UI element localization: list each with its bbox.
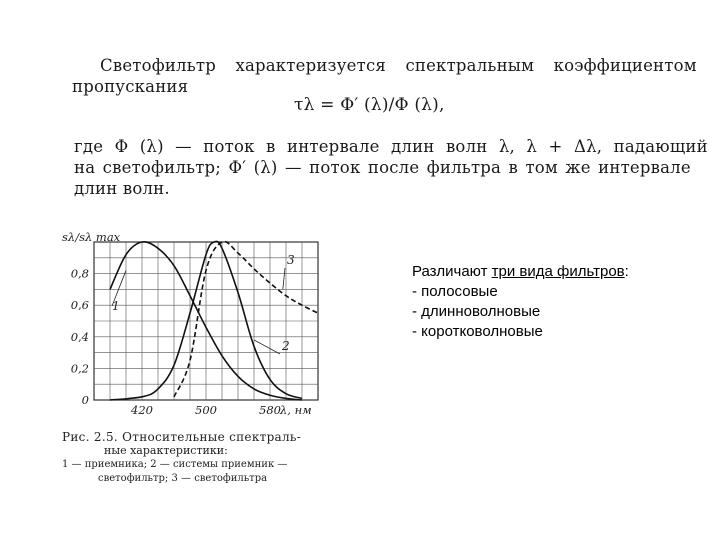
y-tick-label: 0,6 — [70, 298, 89, 313]
caption-line-1: Рис. 2.5. Относительные спектраль- — [62, 430, 302, 444]
note-item-longpass: - длинноволновые — [412, 303, 541, 320]
y-tick-label: 0,2 — [70, 361, 89, 376]
filter-types-note — [412, 262, 629, 342]
text-line-1: Светофильтр характеризуется спектральным коэффициентом — [100, 56, 697, 75]
text-line-5: на светофильтр; Φ′ (λ) — поток после фильтра в том же интервале — [74, 158, 691, 177]
spectral-chart — [56, 228, 326, 418]
caption-line-2: ные характеристики: — [104, 444, 228, 457]
chart-svg — [56, 228, 326, 418]
series-label-leader — [283, 268, 285, 289]
y-tick-label: 0,4 — [70, 329, 89, 344]
formula: τλ = Φ′ (λ)/Φ (λ), — [294, 95, 445, 115]
note-underlined: три вида фильтров — [491, 263, 625, 280]
text-line-2: пропускания — [72, 77, 189, 96]
note-item-shortpass: - коротковолновые — [412, 323, 543, 340]
x-tick-label: 420 — [131, 403, 153, 417]
y-tick-label: 0,8 — [70, 266, 89, 281]
note-lead: Различают — [412, 263, 492, 280]
x-tick-label: 580 — [259, 403, 281, 417]
x-axis-label: λ, нм — [280, 403, 312, 417]
series-label: 2 — [282, 339, 290, 353]
note-item-bandpass: - полосовые — [412, 283, 498, 300]
figure-caption — [62, 430, 330, 486]
text-line-6: длин волн. — [74, 179, 170, 198]
y-axis-label: sλ/sλ max — [62, 230, 121, 244]
series-label-leader — [254, 340, 280, 354]
caption-line-3: 1 — приемника; 2 — системы приемник — — [62, 459, 288, 470]
y-tick-label: 0 — [81, 393, 89, 407]
caption-line-4: светофильтр; 3 — светофильтра — [98, 473, 268, 484]
note-heading — [412, 262, 629, 282]
x-tick-label: 500 — [195, 403, 217, 417]
series-label: 3 — [287, 253, 295, 267]
note-tail: : — [624, 263, 629, 280]
text-line-4: где Φ (λ) — поток в интервале длин волн λ, λ + Δλ, падающий — [74, 137, 708, 156]
series-label: 1 — [112, 299, 120, 313]
